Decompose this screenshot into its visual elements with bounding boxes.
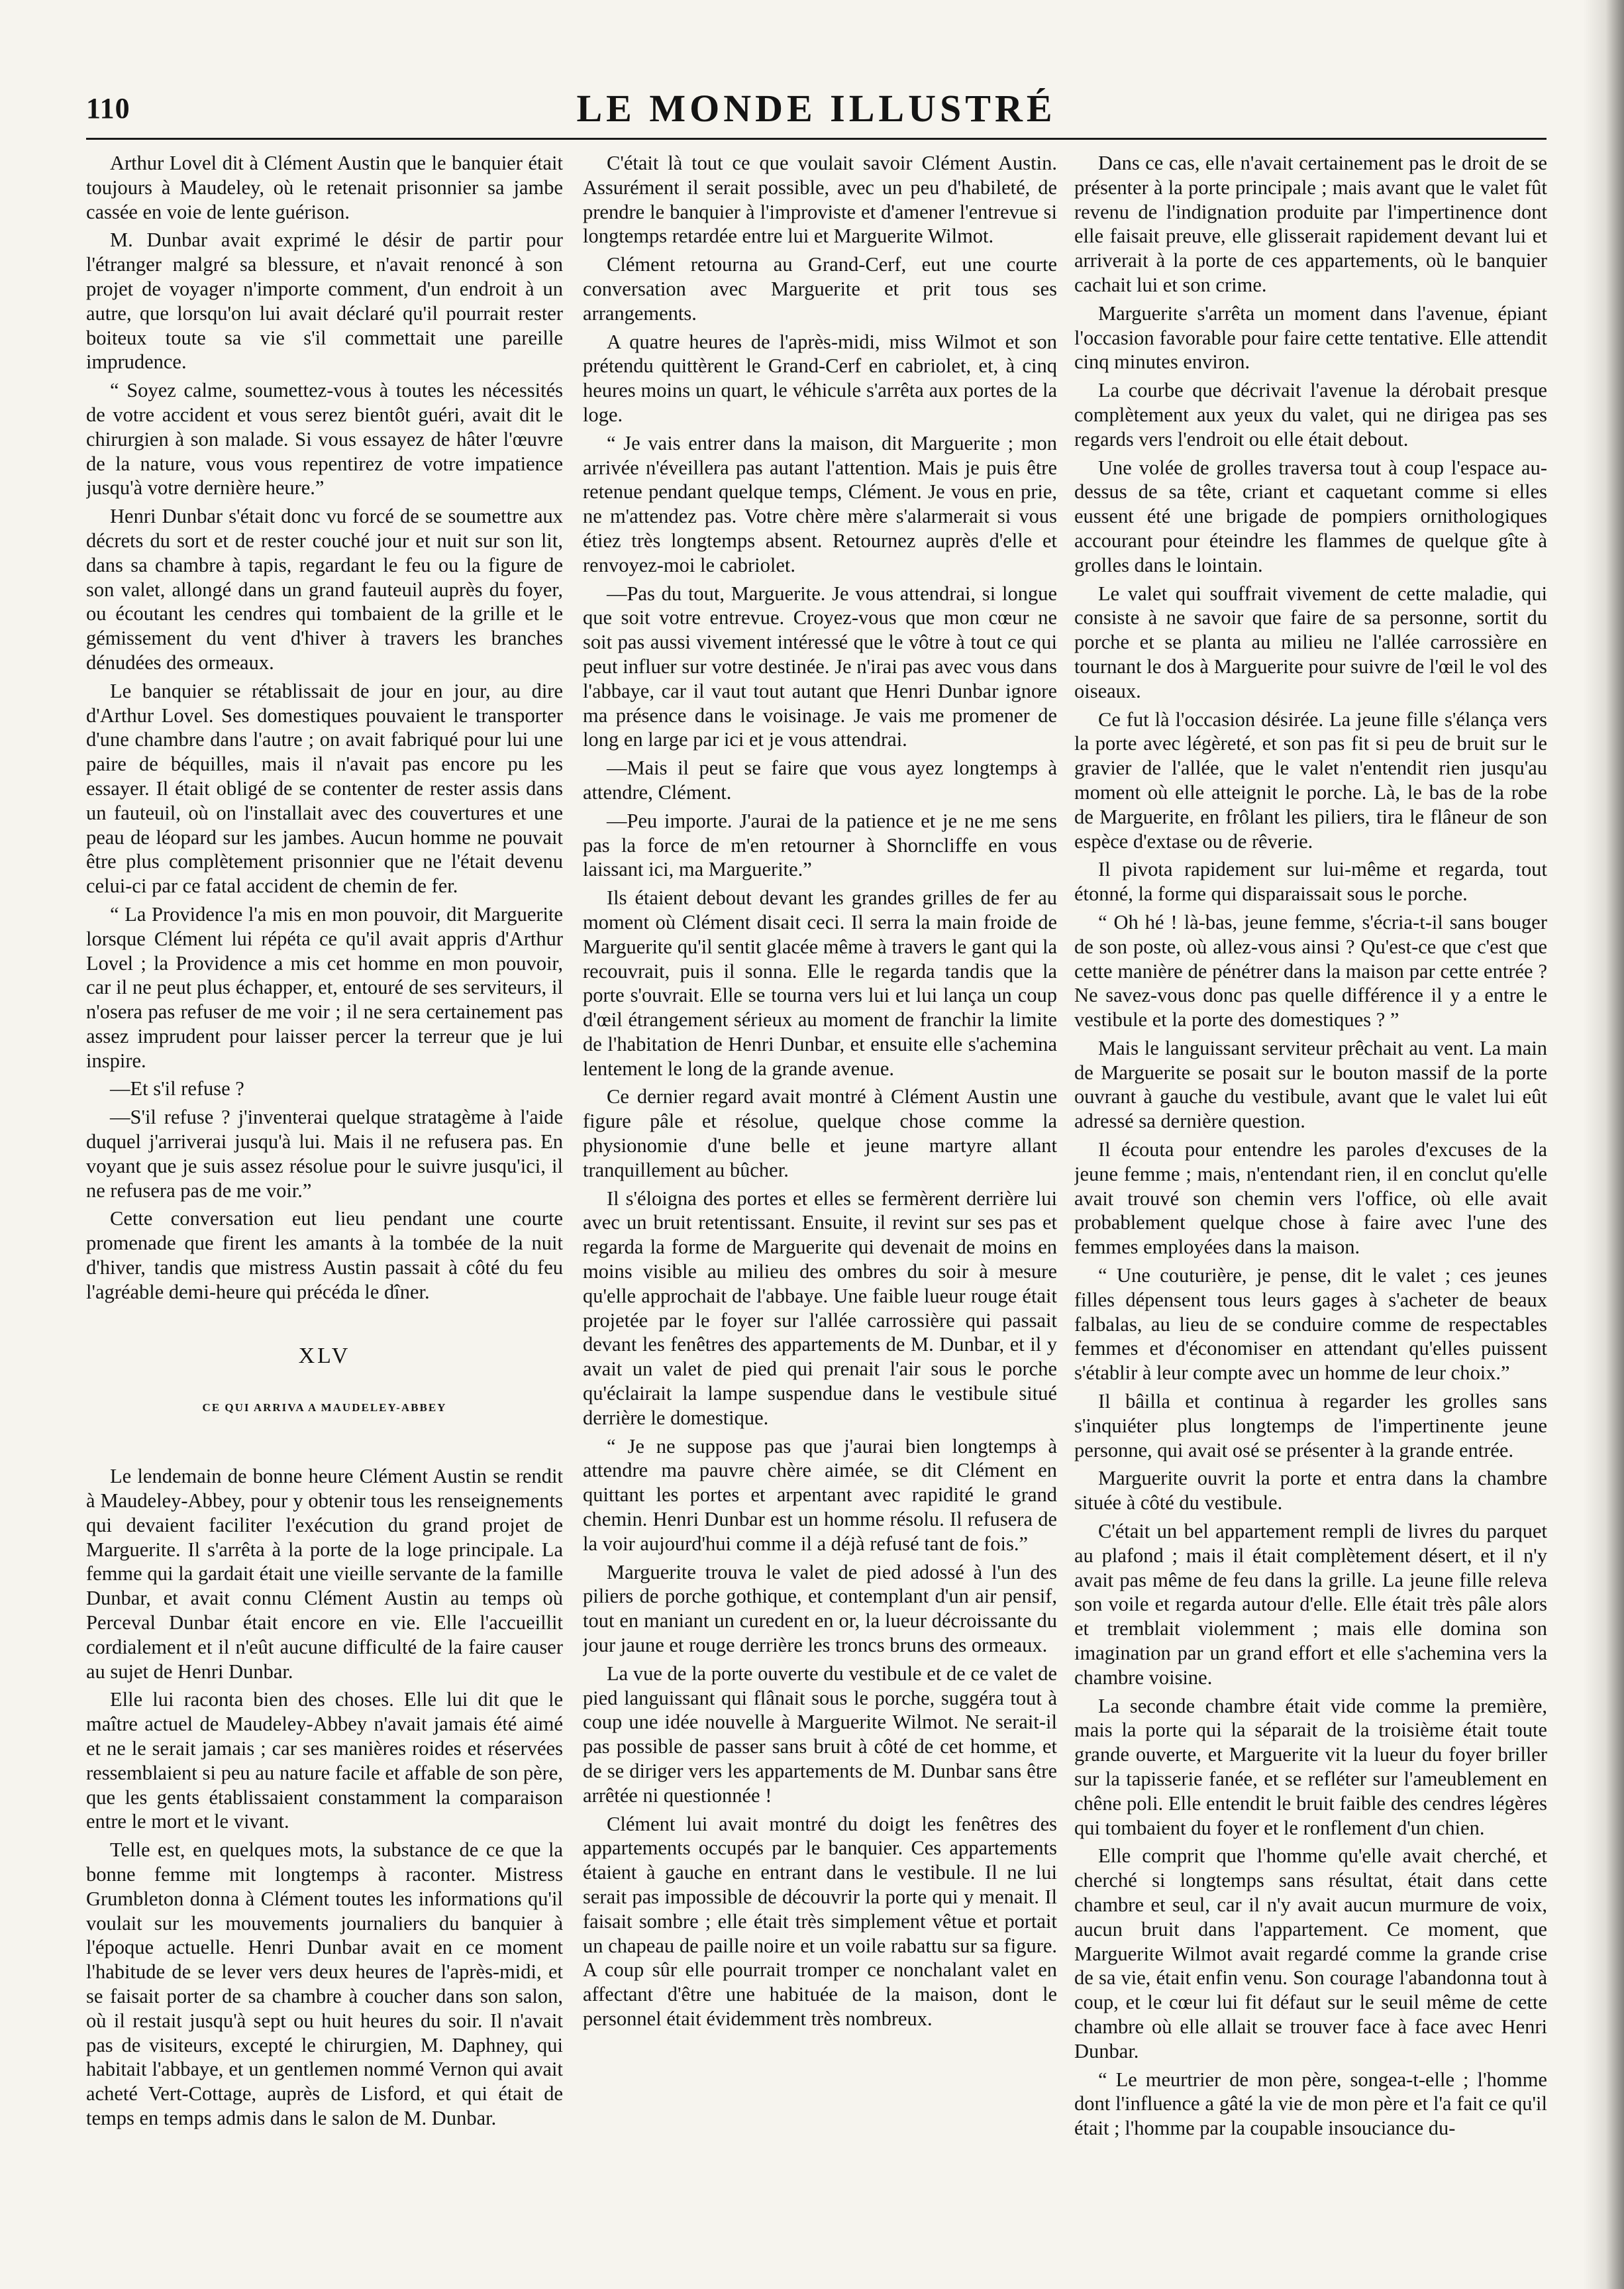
article-paragraph: Dans ce cas, elle n'avait certainement pas le droit de se présenter à la porte principale ; mais avant que le valet fût revenu de l'indignation produite par l'impertinence dont elle faisait preuve, elle glisserait rapidement devant lui et arriverait à la porte de ces appartements, où le banquier cachait lui et son crime. [1074, 152, 1547, 296]
article-paragraph: Henri Dunbar s'était donc vu forcé de se soumettre aux décrets du sort et de rester couché jour et nuit sur son lit, dans sa chambre à tapis, regardant le feu ou la figure de son valet, allongé dans un grand fauteuil auprès du foyer, ou écoutant les cendres qui tombaient de la grille et le gémissement du vent d'hiver à travers les branches dénudées des ormeaux. [86, 505, 563, 674]
text-column-1 [86, 151, 563, 2158]
article-paragraph: —Et s'il refuse ? [110, 1077, 244, 1100]
article-paragraph: “ La Providence l'a mis en mon pouvoir, dit Marguerite lorsque Clément lui répéta ce qu'il avait appris d'Arthur Lovel ; la Providence a mis cet homme en mon pouvoir, car il ne peut plus échapper, et, entouré de ses serviteurs, il n'osera pas refuser de me voir ; il ne sera certainement pas assez imprudent pour laisser percer la terreur que je lui inspire. [86, 902, 563, 1072]
article-paragraph: —Pas du tout, Marguerite. Je vous attendrai, si longue que soit votre entrevue. Croyez-vous que mon cœur ne soit pas aussi vivement intéressé que le vôtre à tout ce qui peut influer sur votre destinée. Je n'irai pas avec vous dans l'abbaye, car il vaut tout autant que Henri Dunbar ignore ma présence dans le voisinage. Je vais me promener de long en large par ici et je vous attendrai. [583, 582, 1057, 751]
article-paragraph: Ils étaient debout devant les grandes grilles de fer au moment où Clément disait ceci. Il serra la main froide de Marguerite qu'il sentit glacée même à travers le gant qui la recouvrait, puis il sonna. Elle le regarda tandis que la porte s'ouvrait. Elle se tourna vers lui et lui lança un coup d'œil étrangement sérieux au moment de franchir la limite de l'habitation de Henri Dunbar, et ensuite elle s'achemina lentement le long de la grande avenue. [583, 886, 1057, 1080]
article-paragraph: Il s'éloigna des portes et elles se fermèrent derrière lui avec un bruit retentissant. Ensuite, il revint sur ses pas et regarda la forme de Marguerite qui devenait de moins en moins visible au milieu des ombres du soir à mesure qu'elle approchait de l'abbaye. Une faible lueur rouge était projetée par le foyer sur l'allée carrossière qui passait devant les fenêtres des appartements de M. Dunbar, et il y avait un valet de pied qui prenait l'air sous le porche qu'éclairait la lampe suspendue dans le vestibule situé derrière le domestique. [583, 1187, 1057, 1429]
article-paragraph: “ Une couturière, je pense, dit le valet ; ces jeunes filles dépensent tous leurs gages à s'acheter de beaux falbalas, au lieu de se conduire comme de respectables femmes et d'économiser en attendant qu'elles puissent s'établir à leur compte avec un homme de leur choix.” [1074, 1264, 1547, 1385]
article-paragraph: “ Soyez calme, soumettez-vous à toutes les nécessités de votre accident et vous serez bientôt guéri, avait dit le chirurgien à son malade. Si vous essayez de hâter l'œuvre de la nature, vous vous repentirez de votre impatience jusqu'à votre dernière heure.” [86, 379, 563, 500]
article-paragraph: Elle lui raconta bien des choses. Elle lui dit que le maître actuel de Maudeley-Abbey n'avait jamais été aimé et ne le serait jamais ; car ses manières roides et réservées ressemblaient si peu au nature facile et affable de son père, que les gents établissaient constamment la comparaison entre le mort et le vivant. [86, 1688, 563, 1833]
article-paragraph: Clément retourna au Grand-Cerf, eut une courte conversation avec Marguerite et prit tous ses arrangements. [583, 253, 1057, 325]
article-paragraph: Elle comprit que l'homme qu'elle avait cherché, et cherché si longtemps sans résultat, était dans cette chambre et seul, car il n'y avait aucun murmure de voix, aucun bruit dans l'appartement. Ce moment, que Marguerite Wilmot avait regardé comme la grande crise de sa vie, était enfin venu. Son courage l'abandonna tout à coup, et le cœur lui fit défaut sur le seuil même de cette chambre où elle allait se trouver face à face avec Henri Dunbar. [1074, 1844, 1547, 2062]
article-paragraph: Il pivota rapidement sur lui-même et regarda, tout étonné, la forme qui disparaissait sous le porche. [1074, 858, 1547, 906]
header-rule [86, 138, 1547, 140]
article-paragraph: Il bâilla et continua à regarder les grolles sans s'inquiéter plus longtemps de l'impertinente jeune personne, qui avait osé se présenter à la grande entrée. [1074, 1390, 1547, 1462]
article-paragraph: Clément lui avait montré du doigt les fenêtres des appartements occupés par le banquier. Ces appartements étaient à gauche en entrant dans le vestibule. Il ne lui serait pas impossible de découvrir la porte qui y menait. Il faisait sombre ; elle était très simplement vêtue et portait un chapeau de paille noire et un voile rabattu sur sa figure. A coup sûr elle pourrait tromper ce nonchalant valet en affectant d'être une habituée de la maison, dont le personnel était évidemment très nombreux. [583, 1812, 1057, 2030]
text-column-2 [583, 151, 1057, 2158]
article-paragraph: C'était là tout ce que voulait savoir Clément Austin. Assurément il serait possible, avec un peu d'habileté, de prendre le banquier à l'improviste et d'amener l'entrevue si longtemps retardée entre lui et Marguerite Wilmot. [583, 152, 1057, 248]
article-paragraph: Le banquier se rétablissait de jour en jour, au dire d'Arthur Lovel. Ses domestiques pouvaient le transporter d'une chambre dans l'autre ; on avait fabriqué pour lui une paire de béquilles, mais il n'avait pas encore pu les essayer. Il était obligé de se contenter de rester assis dans un fauteuil, où on l'installait avec des couvertures et une peau de léopard sur les jambes. Aucun homme ne pouvait être plus complètement prisonnier que ne l'était devenu celui-ci par ce fatal accident de chemin de fer. [86, 679, 563, 898]
article-paragraph: —Peu importe. J'aurai de la patience et je ne me sens pas la force de m'en retourner à Shorncliffe en vous laissant ici, ma Marguerite.” [583, 809, 1057, 881]
article-paragraph: Mais le languissant serviteur prêchait au vent. La main de Marguerite se posait sur le bouton massif de la porte ouvrant à gauche du vestibule, avant que le valet lui eût adressé sa dernière question. [1074, 1036, 1547, 1133]
article-paragraph: “ Le meurtrier de mon père, songea-t-elle ; l'homme dont l'influence a gâté la vie de mon père et l'a fait ce qu'il était ; l'homme par la coupable insouciance du- [1074, 2068, 1547, 2140]
article-paragraph: Marguerite trouva le valet de pied adossé à l'un des piliers de porche gothique, et contemplant d'un air pensif, tout en maniant un curedent en or, la lueur décroissante du jour jaune et rouge derrière les troncs bruns des ormeaux. [583, 1560, 1057, 1657]
article-paragraph: La seconde chambre était vide comme la première, mais la porte qui la séparait de la troisième était toute grande ouverte, et Marguerite vit la lueur du foyer briller sur la tapisserie fanée, et se refléter sur l'ameublement en chêne poli. Elle entendit le bruit faible des cendres légères qui tombaient du foyer et le ronflement d'un chien. [1074, 1694, 1547, 1839]
article-paragraph: —Mais il peut se faire que vous ayez longtemps à attendre, Clément. [583, 757, 1057, 804]
article-paragraph: La courbe que décrivait l'avenue la dérobait presque complètement aux yeux du valet, qui ne dirigea pas ses regards vers l'endroit ou elle était debout. [1074, 379, 1547, 451]
article-paragraph: La vue de la porte ouverte du vestibule et de ce valet de pied languissant qui flânait sous le porche, suggéra tout à coup une idée nouvelle à Marguerite Wilmot. Ne serait-il pas possible de passer sans bruit à côté de cet homme, et de se diriger vers les appartements de M. Dunbar sans être arrêtée ni questionnée ! [583, 1662, 1057, 1807]
masthead-title: LE MONDE ILLUSTRÉ [576, 87, 1056, 130]
article-paragraph: Cette conversation eut lieu pendant une courte promenade que firent les amants à la tombée de la nuit d'hiver, tandis que mistress Austin passait à côté du feu l'agréable demi-heure qui précéda le dîner. [86, 1207, 563, 1303]
article-paragraph: Telle est, en quelques mots, la substance de ce que la bonne femme mit longtemps à raconter. Mistress Grumbleton donna à Clément toutes les informations qu'il voulait sur les mouvements journaliers du banquier à l'époque actuelle. Henri Dunbar avait en ce moment l'habitude de se lever vers deux heures de l'après-midi, et se faisait porter de sa chambre à coucher dans son salon, où il restait jusqu'à sept ou huit heures du soir. Il n'avait pas de visiteurs, excepté le chirurgien, M. Daphney, qui habitait l'abbaye, et un gentlemen nommé Vernon qui avait acheté Vert-Cottage, auprès de Lisford, et qui était de temps en temps admis dans le salon de M. Dunbar. [86, 1838, 563, 2129]
article-paragraph: “ Je vais entrer dans la maison, dit Marguerite ; mon arrivée n'éveillera pas autant l'attention. Mais je puis être retenue pendant quelque temps, Clément. Je vous en prie, ne m'attendez pas. Votre chère mère s'alarmerait si vous étiez très longtemps absent. Retournez auprès d'elle et renvoyez-moi le cabriolet. [583, 431, 1057, 576]
article-paragraph: Marguerite ouvrit la porte et entra dans la chambre située à côté du vestibule. [1074, 1467, 1547, 1515]
article-paragraph: M. Dunbar avait exprimé le désir de partir pour l'étranger malgré sa blessure, et n'avait renoncé à son projet de voyager n'importe comment, d'un endroit à un autre, que lorsqu'on lui avait déclaré qu'il pourrait rester boiteux toute sa vie s'il commettait une pareille imprudence. [86, 229, 563, 374]
binding-edge-shadow [1583, 0, 1624, 2289]
article-paragraph: Il écouta pour entendre les paroles d'excuses de la jeune femme ; mais, n'entendant rien, il en conclut qu'elle avait trouvé son chemin vers l'office, où elle avait probablement quelque chose à faire avec l'une des femmes employées dans la maison. [1074, 1138, 1547, 1259]
article-paragraph: Marguerite s'arrêta un moment dans l'avenue, épiant l'occasion favorable pour faire cette tentative. Elle attendit cinq minutes environ. [1074, 301, 1547, 374]
chapter-title: CE QUI ARRIVA A MAUDELEY-ABBEY [202, 1401, 447, 1414]
article-paragraph: Arthur Lovel dit à Clément Austin que le banquier était toujours à Maudeley, où le retenait prisonnier sa jambe cassée en voie de lente guérison. [86, 152, 563, 223]
article-paragraph: —S'il refuse ? j'inventerai quelque stratagème à l'aide duquel j'arriverai jusqu'à lui. Mais il ne refusera pas. En voyant que je suis assez résolue pour le suivre jusqu'ici, il ne refusera pas de me voir.” [86, 1106, 563, 1202]
article-paragraph: “ Oh hé ! là-bas, jeune femme, s'écria-t-il sans bouger de son poste, où allez-vous ainsi ? Qu'est-ce que c'est que cette manière de pénétrer dans la maison par cette entrée ? Ne savez-vous donc pas quelle différence il y a entre le vestibule et la porte des domestiques ? ” [1074, 910, 1547, 1032]
article-paragraph: A quatre heures de l'après-midi, miss Wilmot et son prétendu quittèrent le Grand-Cerf en cabriolet, et, à cinq heures moins un quart, le véhicule s'arrêta aux portes de la loge. [583, 330, 1057, 426]
article-paragraph: C'était un bel appartement rempli de livres du parquet au plafond ; mais il était complètement désert, et il n'y avait pas même de feu dans la grille. La jeune fille releva son voile et regarda autour d'elle. Elle était très pâle alors et tremblait violemment ; mais elle domina son imagination par un grand effort et elle s'achemina vers la chambre voisine. [1074, 1520, 1547, 1689]
chapter-number: XLV [298, 1343, 351, 1368]
page-number: 110 [86, 92, 130, 125]
article-paragraph: “ Je ne suppose pas que j'aurai bien longtemps à attendre ma pauvre chère aimée, se dit Clément en quittant les portes et arpentant avec rapidité le grand chemin. Henri Dunbar est un homme résolu. Il refusera de la voir aujourd'hui comme il a déjà refusé tant de fois.” [583, 1434, 1057, 1555]
article-paragraph: Ce fut là l'occasion désirée. La jeune fille s'élança vers la porte avec légèreté, et son pas fit si peu de bruit sur le gravier de l'allée, que le valet n'entendit rien jusqu'au moment où elle atteignit le porche. Là, le bas de la robe de Marguerite, en frôlant les piliers, tira le flâneur de son espèce d'extase ou de rêverie. [1074, 708, 1547, 853]
article-paragraph: Une volée de grolles traversa tout à coup l'espace au-dessus de sa tête, criant et caquetant comme si elles eussent été une brigade de pompiers ornithologiques accourant pour éteindre les flammes de quelque gîte à grolles dans le lointain. [1074, 456, 1547, 576]
text-column-3 [1074, 151, 1547, 2158]
article-paragraph: Le valet qui souffrait vivement de cette maladie, qui consiste à ne savoir que faire de sa personne, sortit du porche et se planta au milieu ne l'allée carrossière en tournant le dos à Marguerite pour suivre de l'œil le vol des oiseaux. [1074, 582, 1547, 702]
article-paragraph: Le lendemain de bonne heure Clément Austin se rendit à Maudeley-Abbey, pour y obtenir tous les renseignements qui devaient faciliter l'exécution du grand projet de Marguerite. Il s'arrêta à la porte de la loge principale. La femme qui la gardait était une vieille servante de la famille Dunbar, et avait connu Clément Austin au temps où Perceval Dunbar était encore en vie. Elle l'accueillit cordialement et il n'eût aucune difficulté de la faire causer au sujet de Henri Dunbar. [86, 1465, 563, 1683]
article-paragraph: Ce dernier regard avait montré à Clément Austin une figure pâle et résolue, quelque chose comme la physionomie d'une belle et jeune martyre allant tranquillement au bûcher. [583, 1085, 1057, 1181]
page-header [86, 86, 1547, 135]
